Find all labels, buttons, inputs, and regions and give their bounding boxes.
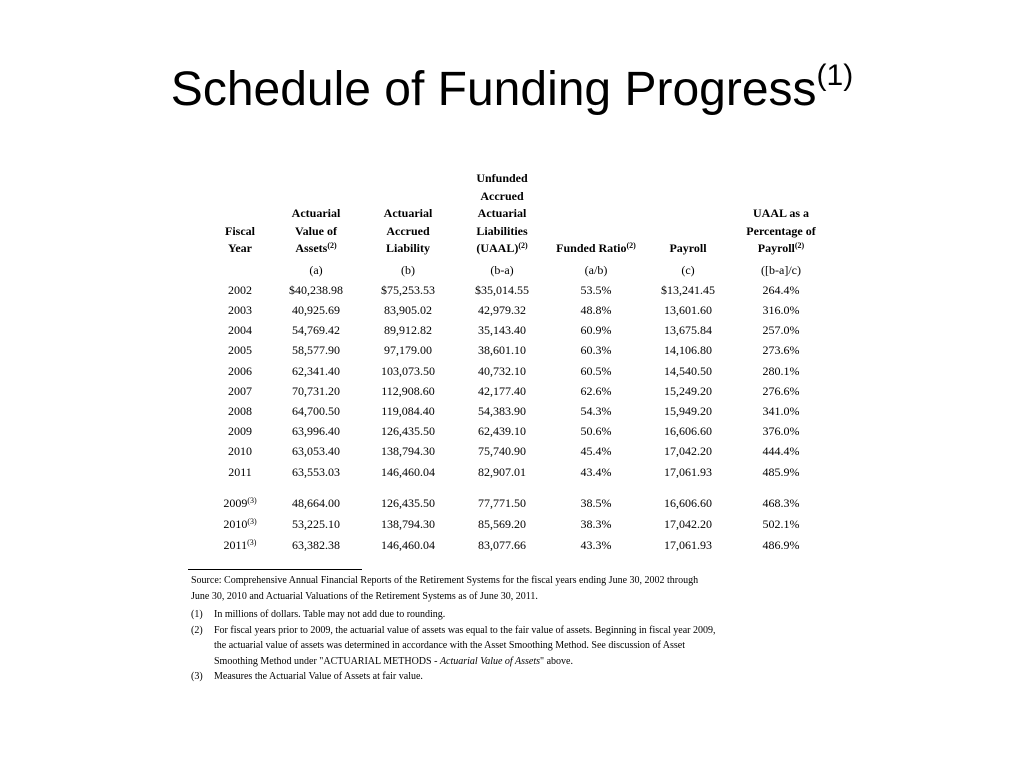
uaal-percent-cell: 341.0% xyxy=(762,403,800,418)
title-superscript: (1) xyxy=(816,59,854,92)
fiscal-year-cell: 2008 xyxy=(228,403,252,418)
table-header-row xyxy=(208,170,830,260)
actuarial-value-cell: 62,341.40 xyxy=(292,363,340,378)
uaal-cell: 83,077.66 xyxy=(478,537,526,552)
funded-ratio-cell: 48.8% xyxy=(580,302,612,317)
actuarial-value-cell: 63,382.38 xyxy=(292,537,340,552)
uaal-percent-cell: 376.0% xyxy=(762,424,800,439)
header-uaal-percent: UAAL as a Percentage of Payroll$^{(2)}$ xyxy=(746,206,816,255)
footnote-2: (2) For fiscal years prior to 2009, the actuarial value of assets was equal to the fair value of assets. Beginning in fiscal year 2009, the actuarial value of assets was determined in accordance with the Asset Smoothing Method. See discussion of Asset Smoothing Method under "ACTUARIAL METHODS - Actuarial Value of Assets" above. xyxy=(191,624,716,667)
uaal-cell: 82,907.01 xyxy=(478,464,526,479)
payroll-cell: 17,042.20 xyxy=(664,444,712,459)
actuarial-value-cell: 53,225.10 xyxy=(292,516,340,531)
page-title xyxy=(0,58,1024,122)
payroll-cell: 15,949.20 xyxy=(664,403,712,418)
actuarial-liability-cell: 126,435.50 xyxy=(381,424,435,439)
header-uaal: Unfunded Accrued Actuarial Liabilities (UAAL)$^{(2)}$ xyxy=(476,171,528,255)
actuarial-value-cell: 70,731.20 xyxy=(292,383,340,398)
uaal-cell: 54,383.90 xyxy=(478,403,526,418)
footnote-1: (1) In millions of dollars. Table may not add due to rounding. xyxy=(191,609,446,620)
payroll-cell: 17,042.20 xyxy=(664,516,712,531)
funded-ratio-cell: 45.4% xyxy=(580,444,612,459)
uaal-cell: 40,732.10 xyxy=(478,363,526,378)
uaal-cell: 85,569.20 xyxy=(478,516,526,531)
payroll-cell: $13,241.45 xyxy=(661,282,715,297)
table-row xyxy=(208,401,830,421)
funded-ratio-cell: 53.5% xyxy=(580,282,612,297)
uaal-percent-cell: 280.1% xyxy=(762,363,800,378)
uaal-percent-cell: 264.4% xyxy=(762,282,800,297)
actuarial-value-cell: 58,577.90 xyxy=(292,343,340,358)
fiscal-year-cell: 2011$^{(3)}$ xyxy=(223,537,257,552)
payroll-cell: 13,601.60 xyxy=(664,302,712,317)
table-row xyxy=(208,300,830,320)
table-row xyxy=(208,280,830,300)
uaal-cell: $35,014.55 xyxy=(475,282,529,297)
actuarial-value-cell: 63,053.40 xyxy=(292,444,340,459)
actuarial-liability-cell: 89,912.82 xyxy=(384,323,432,338)
actuarial-value-cell: 63,553.03 xyxy=(292,464,340,479)
uaal-percent-cell: 273.6% xyxy=(762,343,800,358)
funding-progress-table xyxy=(208,170,830,556)
actuarial-value-cell: 64,700.50 xyxy=(292,403,340,418)
fiscal-year-cell: 2009 xyxy=(228,424,252,439)
fiscal-year-cell: 2010 xyxy=(228,444,252,459)
actuarial-value-cell: 48,664.00 xyxy=(292,495,340,510)
actuarial-liability-cell: $75,253.53 xyxy=(381,282,435,297)
actuarial-liability-cell: 83,905.02 xyxy=(384,302,432,317)
uaal-percent-cell: 502.1% xyxy=(762,516,800,531)
funded-ratio-cell: 38.3% xyxy=(580,516,612,531)
table-row xyxy=(208,441,830,461)
table-row xyxy=(208,320,830,340)
table-row xyxy=(208,340,830,360)
actuarial-liability-cell: 126,435.50 xyxy=(381,495,435,510)
payroll-cell: 14,106.80 xyxy=(664,343,712,358)
uaal-percent-cell: 257.0% xyxy=(762,323,800,338)
uaal-cell: 42,979.32 xyxy=(478,302,526,317)
funded-ratio-cell: 50.6% xyxy=(580,424,612,439)
funded-ratio-cell: 43.3% xyxy=(580,537,612,552)
actuarial-liability-cell: 103,073.50 xyxy=(381,363,435,378)
table-row xyxy=(208,421,830,441)
funded-ratio-cell: 38.5% xyxy=(580,495,612,510)
fiscal-year-cell: 2006 xyxy=(228,363,252,378)
header-payroll: Payroll xyxy=(669,241,707,255)
funded-ratio-cell: 60.5% xyxy=(580,363,612,378)
uaal-percent-cell: 276.6% xyxy=(762,383,800,398)
actuarial-liability-cell: 146,460.04 xyxy=(381,537,435,552)
table-row xyxy=(208,381,830,401)
uaal-cell: 42,177.40 xyxy=(478,383,526,398)
payroll-cell: 16,606.60 xyxy=(664,424,712,439)
actuarial-liability-cell: 138,794.30 xyxy=(381,516,435,531)
footnote-divider xyxy=(188,569,362,570)
fiscal-year-cell: 2002 xyxy=(228,282,252,297)
title-text: Schedule of Funding Progress xyxy=(170,63,817,116)
uaal-percent-cell: 316.0% xyxy=(762,302,800,317)
table-row xyxy=(208,535,830,556)
header-fiscal-year: Fiscal Year xyxy=(225,223,255,255)
funded-ratio-cell: 60.9% xyxy=(580,323,612,338)
funded-ratio-cell: 54.3% xyxy=(580,403,612,418)
actuarial-value-cell: 63,996.40 xyxy=(292,424,340,439)
actuarial-value-cell: 40,925.69 xyxy=(292,302,340,317)
actuarial-value-cell: 54,769.42 xyxy=(292,323,340,338)
footnotes xyxy=(191,573,831,685)
actuarial-liability-cell: 146,460.04 xyxy=(381,464,435,479)
actuarial-liability-cell: 119,084.40 xyxy=(381,403,435,418)
uaal-cell: 35,143.40 xyxy=(478,323,526,338)
payroll-cell: 15,249.20 xyxy=(664,383,712,398)
header-actuarial-liability: Actuarial Accrued Liability xyxy=(383,206,433,255)
uaal-percent-cell: 486.9% xyxy=(762,537,800,552)
table-row xyxy=(208,514,830,535)
column-label-row: (a) (b) (b-a) (a/b) (c) ([b-a]/c) xyxy=(309,262,801,277)
funded-ratio-cell: 62.6% xyxy=(580,383,612,398)
fiscal-year-cell: 2005 xyxy=(228,343,252,358)
uaal-percent-cell: 468.3% xyxy=(762,495,800,510)
footnote-3: (3) Measures the Actuarial Value of Assets at fair value. xyxy=(191,671,423,682)
uaal-cell: 77,771.50 xyxy=(478,495,526,510)
actuarial-liability-cell: 112,908.60 xyxy=(381,383,435,398)
payroll-cell: 17,061.93 xyxy=(664,464,712,479)
header-funded-ratio: Funded Ratio$^{(2)}$ xyxy=(556,241,636,255)
header-actuarial-value: Actuarial Value of Assets$^{(2)}$ xyxy=(291,206,341,255)
funded-ratio-cell: 43.4% xyxy=(580,464,612,479)
payroll-cell: 17,061.93 xyxy=(664,537,712,552)
table-row xyxy=(208,462,830,482)
payroll-cell: 16,606.60 xyxy=(664,495,712,510)
source-note: Source: Comprehensive Annual Financial Reports of the Retirement Systems for the fiscal years ending June 30, 2002 through June 30, 2010 and Actuarial Valuations of the Retirement Systems as of June 30, 2011. xyxy=(191,575,699,602)
table-row xyxy=(208,361,830,381)
uaal-cell: 75,740.90 xyxy=(478,444,526,459)
funded-ratio-cell: 60.3% xyxy=(580,343,612,358)
fiscal-year-cell: 2010$^{(3)}$ xyxy=(223,516,257,531)
payroll-cell: 13,675.84 xyxy=(664,323,712,338)
fiscal-year-cell: 2004 xyxy=(228,323,252,338)
actuarial-liability-cell: 138,794.30 xyxy=(381,444,435,459)
fiscal-year-cell: 2011 xyxy=(228,464,252,479)
fiscal-year-cell: 2007 xyxy=(228,383,252,398)
actuarial-liability-cell: 97,179.00 xyxy=(384,343,432,358)
uaal-percent-cell: 485.9% xyxy=(762,464,800,479)
actuarial-value-cell: $40,238.98 xyxy=(289,282,343,297)
table-spacer-row xyxy=(208,482,830,493)
uaal-cell: 38,601.10 xyxy=(478,343,526,358)
fiscal-year-cell: 2009$^{(3)}$ xyxy=(223,495,257,510)
uaal-cell: 62,439.10 xyxy=(478,424,526,439)
table-row xyxy=(208,493,830,514)
payroll-cell: 14,540.50 xyxy=(664,363,712,378)
uaal-percent-cell: 444.4% xyxy=(762,444,800,459)
fiscal-year-cell: 2003 xyxy=(228,302,252,317)
